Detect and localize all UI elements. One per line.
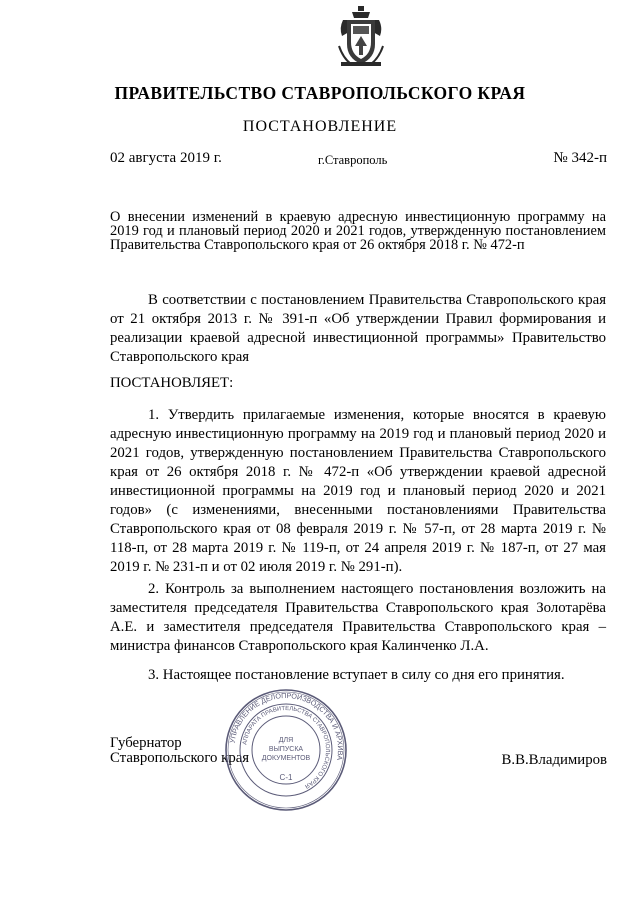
document-type: ПОСТАНОВЛЕНИЕ: [242, 118, 398, 135]
document-subject: О внесении изменений в краевую адресную инвестиционную программу на 2019 год и плановый период 2020 и 2021 годов, утвержденную постановлением Правительства Ставропольского края от 26 октября 2018 г. № 472-п: [110, 209, 606, 253]
paragraph-decree: ПОСТАНОВЛЯЕТ:: [110, 375, 234, 391]
signatory-position-line-1: Губернатор: [110, 735, 182, 751]
stamp-code: С-1: [279, 773, 293, 782]
paragraph-item-3: 3. Настоящее постановление вступает в силу со дня его принятия.: [148, 667, 565, 683]
paragraph-basis: В соответствии с постановлением Правительства Ставропольского края от 21 октября 2013 г. № 391-п «Об утверждении Правил формирования и реализации краевой адресной инвестиционной программы» Правительство Ставропольского края: [110, 292, 606, 365]
stamp-center-line-2: ВЫПУСКА: [268, 746, 304, 753]
document-date: 02 августа 2019 г.: [110, 150, 222, 166]
office-stamp: [224, 688, 348, 812]
paragraph-item-1: 1. Утвердить прилагаемые изменения, которые вносятся в краевую адресную инвестиционную программу на 2019 год и плановый период 2020 и 2021 годов, утвержденную постановлением Правительства Ставропольского края от 26 октября 2018 г. № 472-п «Об утверждении краевой адресной инвестиционной программы на 2019 год и плановый период 2020 и 2021 годов» (с изменениями, внесенными постановлениями Правительства Ставропольского края от 08 февраля 2019 г. № 57-п, от 28 марта 2019 г. № 118-п, от 28 марта 2019 г. № 119-п, от 24 апреля 2019 г. № 187-п, от 27 мая 2019 г. № 231-п и от 02 июля 2019 г. № 291-п).: [110, 407, 606, 575]
paragraph-item-2: 2. Контроль за выполнением настоящего постановления возложить на заместителя председателя Правительства Ставропольского края Золотарёва А.Е. и заместителя председателя Правительства Ставропольского края – министра финансов Ставропольского края Калинченко Л.А.: [110, 581, 606, 654]
stamp-center-line-3: ДОКУМЕНТОВ: [261, 755, 311, 762]
signatory-name: В.В.Владимиров: [501, 752, 607, 768]
stamp-inner-ring-text: АППАРАТА ПРАВИТЕЛЬСТВА СТАВРОПОЛЬСКОГО КРАЯ: [242, 705, 331, 789]
stavropol-coat-of-arms-icon: [337, 6, 385, 70]
government-title: ПРАВИТЕЛЬСТВО СТАВРОПОЛЬСКОГО КРАЯ: [114, 83, 526, 103]
signatory-position-line-2: Ставропольского края: [110, 750, 250, 766]
document-number: № 342-п: [553, 150, 607, 166]
stamp-outer-ring-text: УПРАВЛЕНИЕ ДЕЛОПРОИЗВОДСТВА И АРХИВА: [227, 690, 346, 761]
stamp-center-line-1: ДЛЯ: [278, 737, 294, 744]
document-city: г.Ставрополь: [318, 153, 388, 167]
